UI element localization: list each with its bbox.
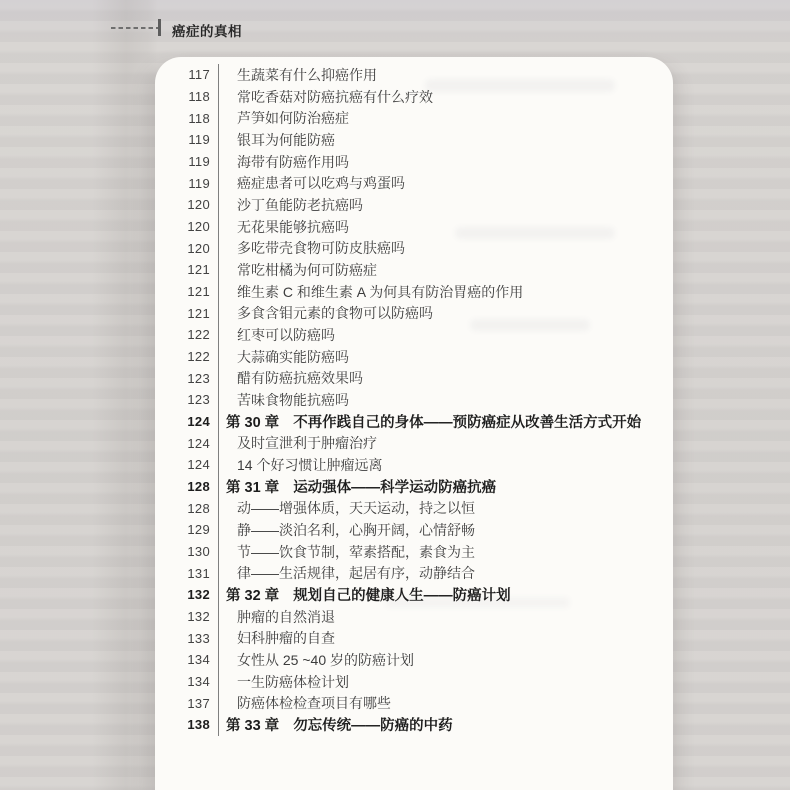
toc-page-number: 120 bbox=[187, 197, 210, 213]
toc-entry-title: 律——生活规律，起居有序，动静结合 bbox=[237, 565, 475, 582]
toc-entry-title: 动——增强体质，天天运动，持之以恒 bbox=[237, 500, 475, 517]
toc-page-number: 120 bbox=[187, 240, 210, 256]
toc-entry bbox=[218, 302, 673, 324]
toc-entry-title: 芦笋如何防治癌症 bbox=[237, 110, 349, 127]
toc-entry-title: 无花果能够抗癌吗 bbox=[237, 218, 349, 235]
toc-row bbox=[155, 497, 673, 519]
toc-page-number: 133 bbox=[187, 630, 210, 646]
toc-page-number: 121 bbox=[187, 262, 210, 278]
toc-page-number: 129 bbox=[187, 522, 210, 538]
toc-entry bbox=[218, 216, 673, 238]
toc-entry-title: 醋有防癌抗癌效果吗 bbox=[237, 370, 363, 387]
toc-row bbox=[155, 346, 673, 368]
toc-page-number: 119 bbox=[188, 154, 210, 170]
toc-entry-title: 常吃香菇对防癌抗癌有什么疗效 bbox=[237, 88, 433, 105]
toc-row bbox=[155, 237, 673, 259]
toc-row bbox=[155, 151, 673, 173]
toc-row bbox=[155, 194, 673, 216]
toc-entry bbox=[218, 454, 673, 476]
toc-row bbox=[155, 606, 673, 628]
toc-page-number: 122 bbox=[187, 327, 210, 343]
toc-list bbox=[155, 64, 673, 736]
toc-entry bbox=[218, 86, 673, 108]
toc-entry bbox=[218, 541, 673, 563]
toc-entry bbox=[218, 432, 673, 454]
toc-chapter-label: 第 32 章 bbox=[226, 588, 280, 605]
toc-row bbox=[155, 692, 673, 714]
toc-entry bbox=[218, 519, 673, 541]
toc-entry bbox=[218, 107, 673, 129]
toc-page-number: 121 bbox=[187, 305, 210, 321]
dashed-rule-icon bbox=[111, 27, 158, 29]
toc-page-number: 120 bbox=[187, 219, 210, 235]
toc-page-number: 121 bbox=[187, 284, 210, 300]
toc-entry-title: 生蔬菜有什么抑癌作用 bbox=[237, 66, 377, 83]
toc-page-number: 119 bbox=[188, 175, 210, 191]
toc-row bbox=[155, 671, 673, 693]
toc-page-number: 130 bbox=[187, 544, 210, 560]
toc-entry-title: 节——饮食节制，荤素搭配，素食为主 bbox=[237, 543, 475, 560]
toc-row bbox=[155, 584, 673, 606]
toc-entry bbox=[218, 237, 673, 259]
toc-entry bbox=[218, 497, 673, 519]
toc-row bbox=[155, 367, 673, 389]
toc-entry-title: 苦味食物能抗癌吗 bbox=[237, 391, 349, 408]
toc-entry-title: 红枣可以防癌吗 bbox=[237, 326, 335, 343]
book-title: 癌症的真相 bbox=[172, 24, 242, 39]
running-head bbox=[0, 0, 790, 57]
toc-page-number: 117 bbox=[188, 67, 210, 83]
toc-page-number: 138 bbox=[187, 717, 210, 733]
toc-entry bbox=[218, 606, 673, 628]
toc-entry-title: 海带有防癌作用吗 bbox=[237, 153, 349, 170]
toc-entry-title: 不再作践自己的身体——预防癌症从改善生活方式开始 bbox=[293, 415, 642, 432]
toc-page-number: 123 bbox=[187, 370, 210, 386]
toc-chapter-label: 第 31 章 bbox=[226, 480, 280, 497]
toc-page-number: 128 bbox=[187, 500, 210, 516]
toc-row bbox=[155, 172, 673, 194]
toc-entry bbox=[218, 476, 673, 498]
toc-page-number: 128 bbox=[187, 479, 210, 495]
toc-entry-title: 常吃柑橘为何可防癌症 bbox=[237, 261, 377, 278]
toc-page-number: 131 bbox=[187, 565, 210, 581]
toc-row bbox=[155, 432, 673, 454]
toc-entry-title: 大蒜确实能防癌吗 bbox=[237, 348, 349, 365]
toc-row bbox=[155, 216, 673, 238]
toc-page-number: 124 bbox=[187, 457, 210, 473]
toc-entry-title: 多食含钼元素的食物可以防癌吗 bbox=[237, 305, 433, 322]
toc-row bbox=[155, 281, 673, 303]
toc-entry-title: 多吃带壳食物可防皮肤癌吗 bbox=[237, 240, 405, 257]
toc-row bbox=[155, 649, 673, 671]
toc-row bbox=[155, 302, 673, 324]
toc-page-number: 132 bbox=[187, 587, 210, 603]
toc-entry bbox=[218, 64, 673, 86]
toc-page-number: 118 bbox=[188, 89, 210, 104]
toc-entry bbox=[218, 389, 673, 411]
toc-page-number: 123 bbox=[187, 392, 210, 408]
toc-page-number: 134 bbox=[187, 652, 210, 668]
toc-entry-title: 勿忘传统——防癌的中药 bbox=[293, 718, 453, 735]
toc-page-number: 118 bbox=[188, 110, 210, 126]
toc-row bbox=[155, 107, 673, 129]
toc-row bbox=[155, 714, 673, 736]
toc-chapter-label: 第 30 章 bbox=[226, 415, 280, 432]
toc-row bbox=[155, 64, 673, 86]
toc-page-number: 132 bbox=[187, 609, 210, 625]
toc-entry bbox=[218, 346, 673, 368]
toc-entry-title: 妇科肿瘤的自查 bbox=[237, 630, 335, 647]
toc-page-number: 124 bbox=[187, 435, 210, 451]
toc-chapter-label: 第 33 章 bbox=[226, 718, 280, 735]
header-tick-bar-icon bbox=[158, 19, 161, 36]
toc-entry bbox=[218, 129, 673, 151]
toc-entry bbox=[218, 627, 673, 649]
toc-entry bbox=[218, 151, 673, 173]
toc-row bbox=[155, 411, 673, 433]
toc-entry bbox=[218, 714, 673, 736]
toc-row bbox=[155, 476, 673, 498]
toc-entry bbox=[218, 259, 673, 281]
toc-row bbox=[155, 86, 673, 108]
toc-row bbox=[155, 129, 673, 151]
toc-entry-title: 维生素 C 和维生素 A 为何具有防治胃癌的作用 bbox=[237, 283, 524, 300]
toc-entry-title: 14 个好习惯让肿瘤远离 bbox=[237, 456, 383, 473]
toc-entry bbox=[218, 692, 673, 714]
toc-row bbox=[155, 627, 673, 649]
toc-row bbox=[155, 519, 673, 541]
toc-row bbox=[155, 259, 673, 281]
page-sheet bbox=[155, 57, 673, 790]
toc-entry bbox=[218, 411, 673, 433]
toc-row bbox=[155, 541, 673, 563]
toc-entry bbox=[218, 281, 673, 303]
toc-page-number: 137 bbox=[187, 695, 210, 711]
toc-entry bbox=[218, 194, 673, 216]
toc-entry bbox=[218, 584, 673, 606]
toc-page-number: 124 bbox=[187, 414, 210, 430]
toc-entry bbox=[218, 367, 673, 389]
toc-row bbox=[155, 562, 673, 584]
toc-row bbox=[155, 389, 673, 411]
toc-entry-title: 规划自己的健康人生——防癌计划 bbox=[293, 588, 511, 605]
toc-entry bbox=[218, 562, 673, 584]
toc-entry-title: 及时宣泄利于肿瘤治疗 bbox=[237, 435, 377, 452]
toc-entry bbox=[218, 671, 673, 693]
toc-entry bbox=[218, 172, 673, 194]
toc-entry-title: 肿瘤的自然消退 bbox=[237, 608, 335, 625]
toc-entry-title: 癌症患者可以吃鸡与鸡蛋吗 bbox=[237, 175, 405, 192]
toc-row bbox=[155, 454, 673, 476]
toc-row bbox=[155, 324, 673, 346]
toc-entry bbox=[218, 324, 673, 346]
toc-page-number: 134 bbox=[187, 674, 210, 690]
toc-entry-title: 女性从 25 ~40 岁的防癌计划 bbox=[237, 651, 414, 668]
toc-page-number: 119 bbox=[188, 132, 210, 148]
toc-entry-title: 静——淡泊名利，心胸开阔，心情舒畅 bbox=[237, 521, 475, 538]
toc-page-number: 122 bbox=[187, 349, 210, 365]
toc-entry-title: 沙丁鱼能防老抗癌吗 bbox=[237, 196, 363, 213]
toc-entry-title: 运动强体——科学运动防癌抗癌 bbox=[293, 480, 497, 497]
toc-entry-title: 防癌体检检查项目有哪些 bbox=[237, 695, 391, 712]
toc-entry-title: 银耳为何能防癌 bbox=[237, 131, 335, 148]
toc-entry bbox=[218, 649, 673, 671]
toc-entry-title: 一生防癌体检计划 bbox=[237, 673, 349, 690]
